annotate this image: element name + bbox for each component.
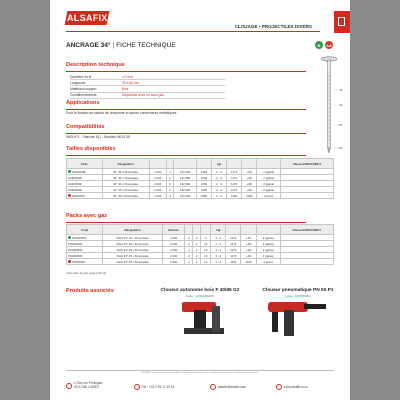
gas-table [66,224,334,265]
column-header [226,225,241,235]
compat-text: PASLIP1 - Paslode IQ1 - Bostitch MCN 38 [66,135,130,139]
table-cell: 2 [166,181,174,187]
sizes-heading: Tailles disponibles [66,146,116,152]
table-cell: Pack 34° 40 x 35 annelée [103,235,163,241]
product-code [67,259,103,265]
dim-50: 50 [339,123,343,127]
table-cell: 2 - 4 [212,175,227,181]
column-header [193,225,201,235]
gas-note: Cartouche de gaz (vague 80 ml) [66,271,106,275]
table-cell: 2 - 4 [211,235,226,241]
table-cell: +4l2 [241,247,256,253]
table-header-row [67,225,334,235]
sizes-table [66,158,334,199]
spec-key: Diamètre du fil [70,74,92,79]
table-cell: 1190 [226,259,241,265]
badge-aa: AA [326,42,332,48]
table-cell: 2 - 4 [211,247,226,253]
table-cell: 2 - 4 [211,259,226,265]
certification-badges [315,41,333,49]
class-dot-icon [68,170,71,173]
column-header: Désignation [103,225,163,235]
table-cell: 1580 [196,193,212,199]
table-cell: 34° 40 x 50 annelée [102,193,149,199]
table-cell: 34° 40 x 35 annelée [102,169,149,175]
table-cell: 2 (galva) [257,181,281,187]
table-cell: 10 [201,259,211,265]
table-cell: 2 000 [162,259,185,265]
table-cell: 34° 40 x 60 annelée [102,187,149,193]
table-cell: 1173 [226,181,241,187]
table-cell: 2 (inox) [256,259,280,265]
email-text: alsafix@alsafix.com [218,385,247,389]
table-cell: 10 [201,241,211,247]
table-cell: 34° 40 x 40 annelée [102,175,149,181]
product-ref: Code : 1240245GMC [185,294,215,298]
column-header [201,225,211,235]
table-cell: 1173 [226,235,241,241]
table-cell: Pack 34° 40 x 40 annelée [103,241,163,247]
nail-icon [338,17,345,26]
column-header: kg/ [212,159,227,169]
address-text: 1 Rue rue Principale 49 47260 CARES [74,381,103,389]
table-cell: 1540 [196,175,212,181]
code-text: 34400060b [68,187,82,192]
table-cell: 10 [201,253,211,259]
table-cell: +4l1 [241,235,256,241]
description-heading: Description technique [66,62,125,68]
badge-b: B [315,41,323,49]
footer-phone [134,384,175,390]
table-cell: 2 [185,259,193,265]
dim-35: 35 [339,88,343,92]
table-cell: 2 (galva) [257,169,281,175]
brand-logo [65,11,110,25]
gas-rule [66,222,306,223]
applications-heading: Applications [66,100,100,106]
nailer-image [252,298,344,338]
table-cell: 2 [193,247,201,253]
table-cell: 2 (galva) [256,247,280,253]
column-header [196,159,212,169]
code-text: 34400050b [68,181,82,186]
table-cell: +4l1 [241,253,256,259]
spec-key: Conditionnements [70,93,97,98]
class-dot-icon [68,236,71,239]
column-header: Bonnes [162,225,185,235]
table-cell: 1173 [226,253,241,259]
table-cell: 2 000 [162,241,185,247]
table-cell: 2 (inox) [257,193,281,199]
table-cell: 2 (galva) [256,235,280,241]
table-cell: 2 [166,193,174,199]
spec-value: 35 à 60 mm [122,80,140,85]
footer-email[interactable] [210,384,246,390]
column-header: kg/ [211,225,226,235]
table-cell: 2 - 4 [212,169,227,175]
applications-rule [66,109,306,110]
column-header: Code [67,225,103,235]
table-cell: 1173 [226,175,241,181]
product-card[interactable] [252,284,344,350]
table-cell: Pack 34° 40 x 60 annelée [103,253,163,259]
datasheet-page [50,0,350,400]
table-cell: 2 [185,253,193,259]
location-icon [66,383,72,389]
column-header [166,159,174,169]
table-cell: 2 - 4 [212,193,227,199]
product-title: Cloueur pneumatique PN 50 P1 [262,288,334,293]
table-cell: 2 [166,169,174,175]
table-cell: 2 [185,247,193,253]
table-cell: +4l2 [242,181,257,187]
table-cell: 1150 [196,181,212,187]
table-cell: 2 (galva) [256,241,280,247]
description-rule [66,71,306,72]
code-text: P3440040b [68,241,83,246]
column-header [256,225,280,235]
table-cell: +4l1 [242,169,257,175]
class-dot-icon [68,260,71,263]
document-type: FICHE TECHNIQUE [116,42,176,49]
compat-heading: Compatibilités [66,124,105,130]
header-divider [66,31,320,32]
table-cell [280,259,333,265]
table-cell: 2 [185,241,193,247]
table-cell: 132 000 [174,175,196,181]
table-cell: 1173 [226,187,241,193]
table-cell: 2 - 4 [211,241,226,247]
applications-text: Pour la fixation de sabots de charpente et autres connecteurs métalliques [66,111,177,115]
table-cell: 2 000 [149,187,166,193]
table-header-row [67,159,334,169]
spec-value: Disponible avec ou sans gaz [122,93,164,98]
table-cell: 34° 40 x 50 annelée [102,181,149,187]
product-code [67,193,103,199]
table-cell: 1190 [196,187,212,193]
spec-table [70,74,225,99]
code-text: 34400035 [72,193,85,198]
table-cell: +4l2 [242,175,257,181]
table-cell: 1173 [226,241,241,247]
phone-icon [134,384,140,390]
table-cell: 10 [201,247,211,253]
table-cell: 2 - 4 [212,187,227,193]
code-text: P3440050b [68,247,83,252]
column-header [185,225,193,235]
product-name: ANCRAGE 34° [66,42,111,49]
column-header [174,159,196,169]
spec-row [70,93,225,99]
table-cell: 132 000 [174,187,196,193]
table-cell: 2 (galva) [257,175,281,181]
table-cell: +4l2 [241,241,256,247]
table-cell: 1173 [226,247,241,253]
spec-key: Matériaux support [70,86,97,91]
table-cell: 2 [193,235,201,241]
table-cell: 2 000 [162,247,185,253]
code-text: P3440035b [72,235,87,240]
table-cell: 132 000 [174,193,196,199]
column-header: Classe EUROCODE 5 [280,225,333,235]
table-cell: 2 [193,241,201,247]
table-cell: 1190 [241,259,256,265]
table-cell: 1130 [196,169,212,175]
column-header: Désignation [102,159,149,169]
dim-40: 40 [339,103,343,107]
column-header [242,159,257,169]
code-text: P3440060b [68,253,83,258]
products-heading: Produits associés [66,288,114,294]
nailer-image [154,298,246,338]
column-header [149,159,166,169]
table-cell: 2 (galva) [256,253,280,259]
table-cell: 2 000 [149,193,166,199]
table-cell: 2 000 [162,253,185,259]
breadcrumb: CLOUAGE • PROJECTILES DIVERS [234,24,312,29]
column-header [241,225,256,235]
footer-disclaimer: ALSAFIX se réserve le droit de modifier, compléter ou supprimer tout ou partie du contenu de ce document sans préavis. [141,372,259,374]
nail-illustration [318,55,348,155]
table-cell: 2 [193,259,201,265]
dim-60: 60 [339,146,343,150]
brand-logo-text: ALSAFIX [66,13,108,23]
column-header: Code [67,159,103,169]
product-title: Cloueur autonome bois F 40/65 G2 [160,288,240,293]
phone-text: Tel : +33 2 99 72 15 51 [142,385,175,389]
table-row [67,193,334,199]
table-cell: 1190 [242,193,257,199]
table-cell: Pack 34° 40 x 50 annelée [103,247,163,253]
footer-divider [66,370,334,371]
spec-value: 4,0 mm [122,74,133,79]
title-separator: | [112,42,115,49]
table-cell: 1173 [226,169,241,175]
table-cell: 2 [166,175,174,181]
table-cell: +4l1 [242,187,257,193]
table-cell: 2 - 4 [212,181,227,187]
table-cell [280,193,333,199]
table-cell: 2 000 [162,235,185,241]
footer-address [66,382,103,389]
column-header [226,159,241,169]
table-cell: 2 - 4 [211,253,226,259]
table-cell: 4 [201,235,211,241]
table-cell: 2 (galva) [257,187,281,193]
product-card[interactable] [154,284,246,350]
mail-icon [210,384,216,390]
table-cell: 132 000 [174,181,196,187]
column-header: Classe EUROCODE 5 [280,159,333,169]
gas-heading: Packs avec gaz [66,213,108,219]
code-text: 34400040b [68,175,82,180]
table-cell: 132 000 [174,169,196,175]
column-header [257,159,281,169]
spec-key: Longueurs [70,80,86,85]
compat-rule [66,133,306,134]
table-cell: 2 000 [149,175,166,181]
table-cell: 2 000 [149,169,166,175]
table-cell: 1190 [226,193,241,199]
code-text: P3440035 [72,259,85,264]
spec-value: Bois [122,86,129,91]
class-dot-icon [68,194,71,197]
table-cell: Pack 34° 40 x 50 annelée [103,259,163,265]
globe-icon [276,384,282,390]
code-text: 34440035b [72,169,86,174]
page-title [66,42,176,49]
table-cell: 2 [193,253,201,259]
web-text: www.alsafix.com [284,385,308,389]
table-cell: 2 000 [149,181,166,187]
table-cell: 2 [166,187,174,193]
product-ref: Code : 10PN5ARO [285,294,311,298]
table-row [67,259,334,265]
section-tab [334,11,350,33]
sizes-rule [66,155,306,156]
table-cell: 2 [185,235,193,241]
footer-web[interactable] [276,384,308,390]
